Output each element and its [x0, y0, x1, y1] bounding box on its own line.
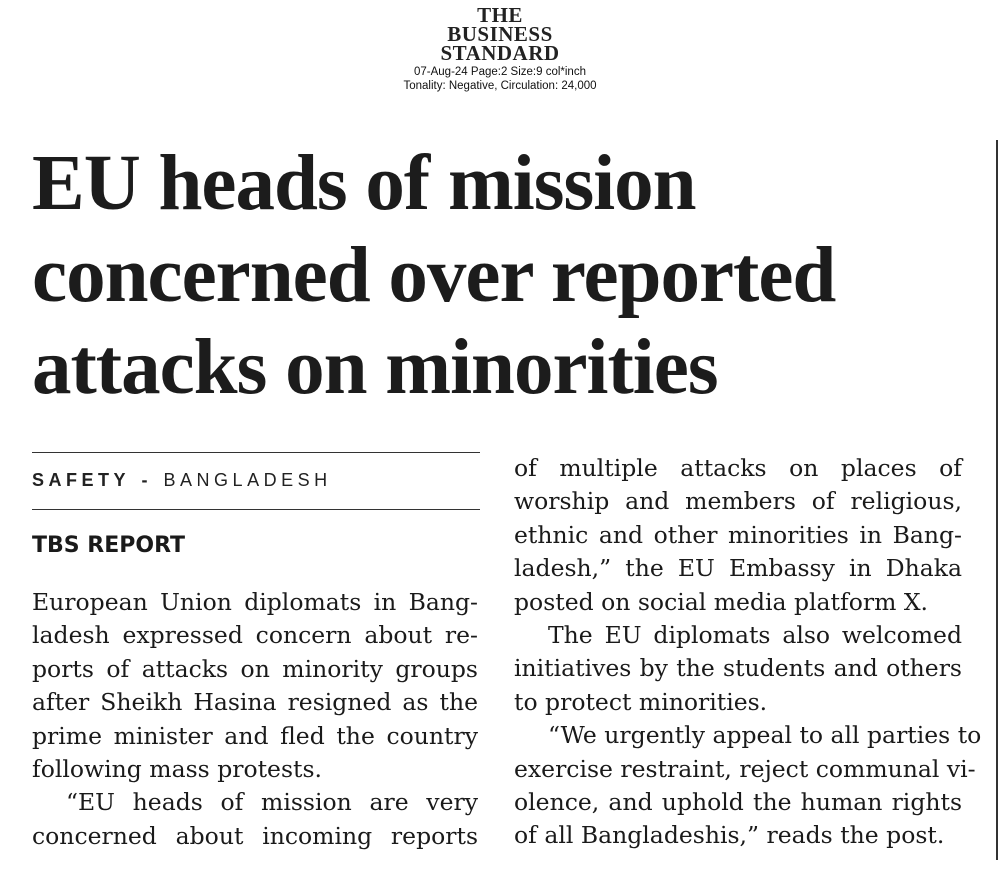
- body-line: concerned about incoming reports: [32, 821, 478, 850]
- headline-line: attacks on minorities: [32, 324, 718, 411]
- body-line: following mass protests.: [32, 754, 322, 783]
- byline: TBS REPORT: [32, 533, 186, 558]
- body-line: olence, and uphold the human rights: [514, 787, 962, 816]
- section-divider-top: [32, 452, 480, 453]
- article-headline: [32, 138, 982, 414]
- headline-line: concerned over reported: [32, 232, 836, 319]
- body-line: worship and members of religious,: [514, 487, 962, 516]
- body-line: European Union diplomats in Bang-: [32, 588, 478, 616]
- body-line: of multiple attacks on places of: [514, 454, 962, 482]
- body-line: to protect minorities.: [514, 687, 768, 716]
- article-column-left: [32, 586, 478, 853]
- section-label: [32, 470, 332, 491]
- body-line: ladesh,” the EU Embassy in Dhaka: [514, 554, 962, 583]
- body-line: ladesh expressed concern about re-: [32, 621, 478, 650]
- clipping-meta: [350, 65, 650, 93]
- newspaper-logo: [350, 3, 650, 65]
- logo-line: THE: [477, 3, 523, 27]
- body-line: posted on social media platform X.: [514, 587, 929, 616]
- body-line: ports of attacks on minority groups: [32, 654, 478, 683]
- article-column-right: [514, 452, 982, 853]
- headline-line: EU heads of mission: [32, 140, 696, 227]
- section-separator: -: [141, 470, 153, 490]
- clipping-date-size: 07-Aug-24 Page:2 Size:9 col*inch: [414, 66, 586, 78]
- body-line: exercise restraint, reject communal vi-: [514, 754, 976, 783]
- body-line: of all Bangladeshis,” reads the post.: [514, 821, 945, 850]
- logo-line: STANDARD: [440, 41, 560, 65]
- page-edge-rule: [996, 140, 998, 860]
- body-line: ethnic and other minorities in Bang-: [514, 520, 962, 549]
- section-divider-bottom: [32, 509, 480, 510]
- body-line: “EU heads of mission are very: [66, 788, 478, 817]
- body-line: after Sheikh Hasina resigned as the: [32, 688, 478, 717]
- clipping-tonality: Tonality: Negative, Circulation: 24,000: [403, 80, 597, 92]
- masthead: [350, 3, 650, 93]
- section-place: BANGLADESH: [163, 470, 332, 490]
- body-line: “We urgently appeal to all parties to: [548, 721, 982, 750]
- body-line: prime minister and fled the country: [32, 721, 478, 750]
- body-line: initiatives by the students and others: [514, 654, 962, 683]
- section-kicker: SAFETY: [32, 470, 131, 490]
- body-line: The EU diplomats also welcomed: [548, 620, 962, 649]
- logo-line: BUSINESS: [447, 22, 553, 46]
